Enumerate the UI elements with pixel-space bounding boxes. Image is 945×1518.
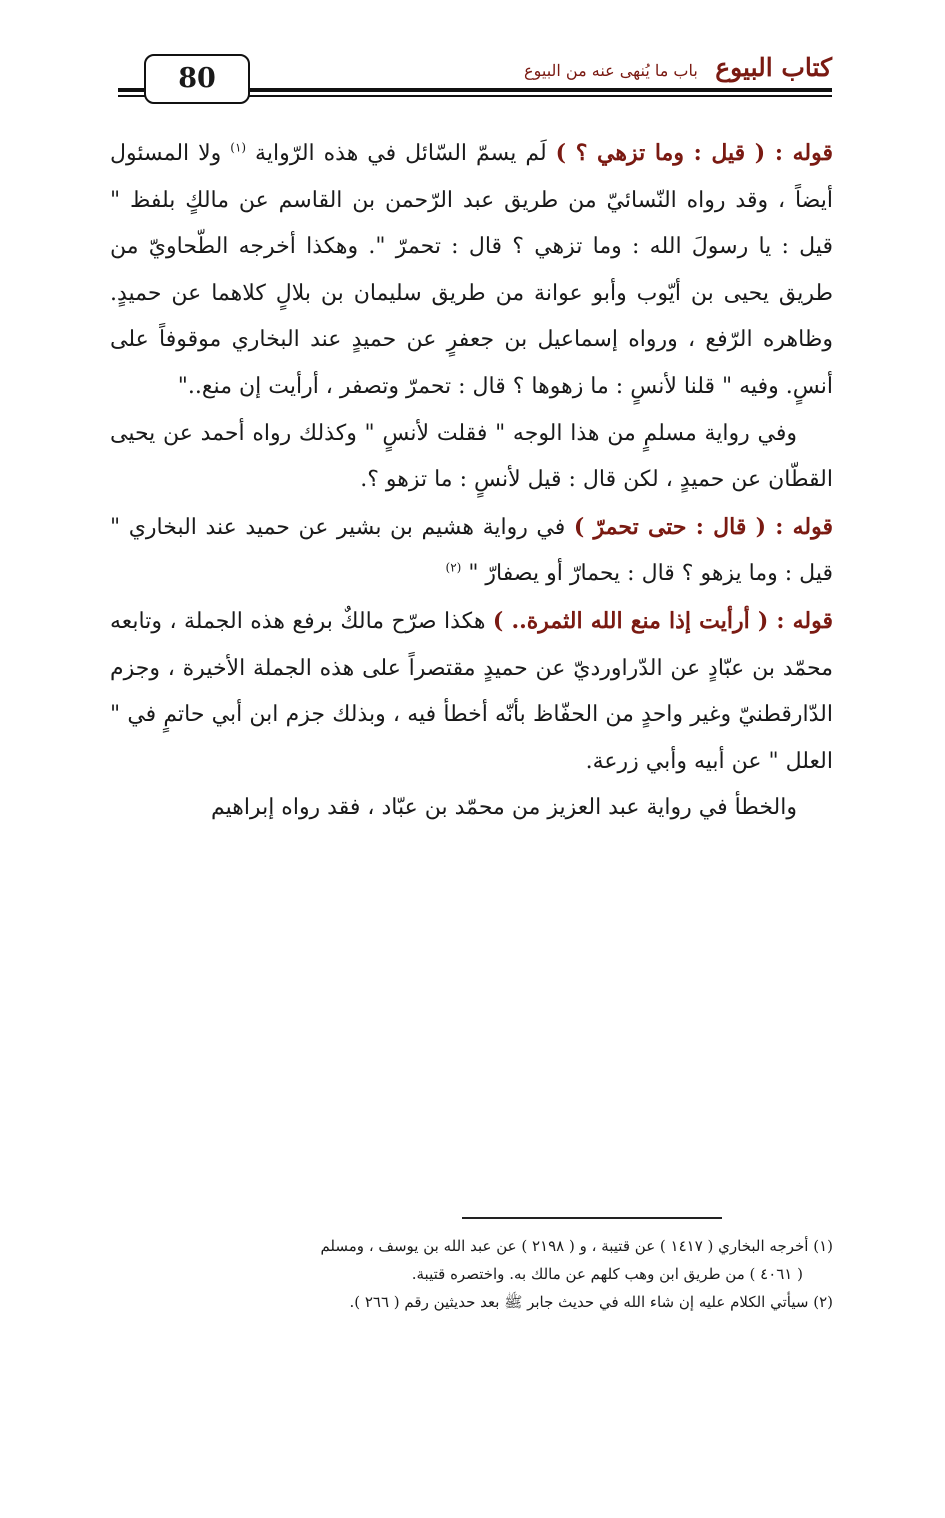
paragraph-text: لَم يسمّ السّائل في هذه الرّواية: [246, 141, 556, 166]
paragraph-text: في رواية هشيم بن بشير عن حميد عند البخاري " قيل : وما يزهو ؟ قال : يحمارّ أو يصفارّ ": [110, 514, 833, 587]
book-title: كتاب البيوع: [715, 53, 832, 82]
paragraph: [110, 504, 833, 598]
paragraph-text: هكذا صرّح مالكٌ برفع هذه الجملة ، وتابعه محمّد بن عبّادٍ عن الدّراورديّ عن حميدٍ مقتصراً على هذه الجملة الأخيرة ، وجزم الدّارقطنيّ وغير واحدٍ من الحفّاظ بأنّه أخطأ فيه ، وبذلك جزم ابن أبي حاتمٍ في " العلل " عن أبيه وأبي زرعة.: [110, 608, 833, 774]
main-text: [110, 130, 833, 832]
chapter-title: باب ما يُنهى عنه من البيوع: [524, 61, 698, 80]
quote-lead: قوله : ( قال : حتى تحمرّ ): [573, 513, 834, 540]
footnote: (٢) سيأتي الكلام عليه إن شاء الله في حديث جابر ﷺ بعد حديثين رقم ( ٢٦٦ ).: [349, 1293, 833, 1311]
paragraph: [110, 598, 833, 785]
footnote-continuation: ( ٤٠٦١ ) من طريق ابن وهب كلهم عن مالك به. واختصره قتيبة.: [411, 1265, 803, 1283]
footnote-ref: (١): [230, 140, 247, 155]
paragraph-text: وفي رواية مسلمٍ من هذا الوجه " فقلت لأنسٍ " وكذلك رواه أحمد عن يحيى القطّان عن حميدٍ ، لكن قال : قيل لأنسٍ : ما تزهو ؟.: [110, 420, 833, 493]
quote-lead: قوله : ( قيل : وما تزهي ؟ ): [555, 140, 833, 166]
page-number: 80: [144, 54, 250, 104]
paragraph-text: ولا المسئول أيضاً ، وقد رواه النّسائيّ من طريق عبد الرّحمن بن القاسم عن مالكٍ بلفظ " قيل : يا رسولَ الله : وما تزهي ؟ قال : تحمرّ ". وهكذا أخرجه الطّحاويّ من طريق يحيى بن أيّوب وأبو عوانة من طريق سليمان بن بلالٍ كلاهما عن حميدٍ. وظاهره الرّفع ، ورواه إسماعيل بن جعفرٍ عن حميدٍ عند البخاري موقوفاً على أنسٍ. وفيه " قلنا لأنسٍ : ما زهوها ؟ قال : تحمرّ وتصفر ، أرأيت إن منع..": [110, 141, 833, 399]
paragraph: [110, 411, 833, 504]
paragraph: [110, 785, 833, 832]
page-header: [118, 50, 832, 110]
paragraph: [110, 130, 833, 411]
footnote: (١) أخرجه البخاري ( ١٤١٧ ) عن قتيبة ، و ( ٢١٩٨ ) عن عبد الله بن يوسف ، ومسلم: [320, 1237, 833, 1255]
running-title: [524, 50, 832, 86]
footnote-divider: [462, 1217, 722, 1219]
paragraph-text: والخطأ في رواية عبد العزيز من محمّد بن عبّاد ، فقد رواه إبراهيم: [210, 795, 797, 821]
footnotes: [110, 1232, 833, 1316]
footnote-ref: (٢): [445, 561, 462, 576]
quote-lead: قوله : ( أرأيت إذا منع الله الثمرة.. ): [492, 607, 834, 634]
